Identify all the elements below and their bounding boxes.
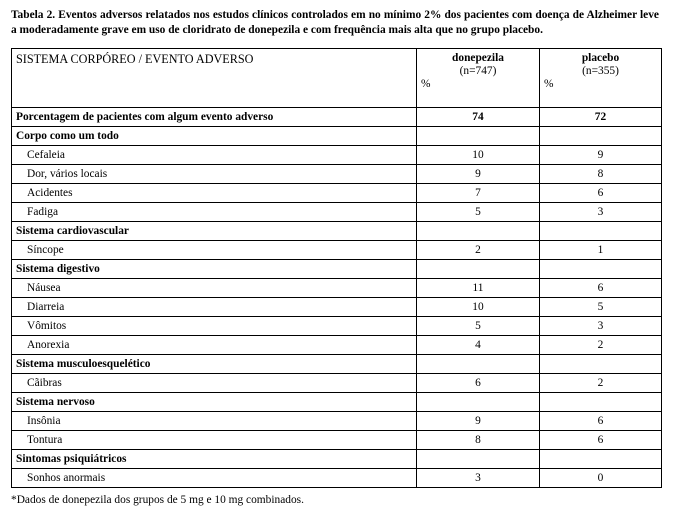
placebo-percent: 5 [540,298,662,317]
header-placebo-label: placebo [581,52,620,64]
event-name: Dor, vários locais [12,165,417,184]
placebo-percent: 6 [540,279,662,298]
system-label: Sistema musculoesquelético [12,355,417,374]
event-name: Diarreia [12,298,417,317]
table-footnote: *Dados de donepezila dos grupos de 5 mg e 10 mg combinados. [11,494,304,506]
header-donepezila-cell [417,49,540,108]
header-donepezila-percent: % [421,78,431,90]
system-empty-cell [540,355,662,374]
table-row [12,336,662,355]
system-row [12,260,662,279]
donepezila-percent: 10 [417,146,540,165]
table-row [12,241,662,260]
table-row [12,431,662,450]
table-row [12,279,662,298]
table-row [12,374,662,393]
system-empty-cell [417,222,540,241]
system-row [12,355,662,374]
system-label: Corpo como um todo [12,127,417,146]
event-name: Fadiga [12,203,417,222]
event-name: Anorexia [12,336,417,355]
system-row [12,393,662,412]
table-row [12,203,662,222]
system-empty-cell [417,260,540,279]
system-label: Sistema digestivo [12,260,417,279]
placebo-percent: 2 [540,336,662,355]
placebo-percent: 3 [540,317,662,336]
event-name: Insônia [12,412,417,431]
placebo-percent: 1 [540,241,662,260]
event-name: Síncope [12,241,417,260]
system-label: Sintomas psiquiátricos [12,450,417,469]
system-label: Sistema nervoso [12,393,417,412]
donepezila-percent: 10 [417,298,540,317]
event-name: Acidentes [12,184,417,203]
system-row [12,450,662,469]
donepezila-percent: 3 [417,469,540,488]
donepezila-percent: 9 [417,165,540,184]
placebo-percent: 0 [540,469,662,488]
table-row [12,469,662,488]
donepezila-percent: 4 [417,336,540,355]
table-row [12,412,662,431]
header-placebo-percent: % [544,78,554,90]
donepezila-percent: 7 [417,184,540,203]
table-row [12,317,662,336]
system-empty-cell [540,260,662,279]
event-name: Tontura [12,431,417,450]
event-name: Sonhos anormais [12,469,417,488]
total-row-donepezila: 74 [417,108,540,127]
event-name: Cãibras [12,374,417,393]
system-label: Sistema cardiovascular [12,222,417,241]
donepezila-percent: 9 [417,412,540,431]
header-donepezila-n: (n=747) [459,65,497,77]
placebo-percent: 6 [540,184,662,203]
placebo-percent: 6 [540,412,662,431]
system-empty-cell [540,393,662,412]
system-empty-cell [540,450,662,469]
system-row [12,222,662,241]
system-empty-cell [417,393,540,412]
total-row [12,108,662,127]
table-row [12,146,662,165]
header-placebo-n: (n=355) [582,65,619,77]
table-row [12,298,662,317]
placebo-percent: 6 [540,431,662,450]
header-system-cell [12,49,417,108]
donepezila-percent: 2 [417,241,540,260]
table-row [12,184,662,203]
placebo-percent: 3 [540,203,662,222]
placebo-percent: 2 [540,374,662,393]
adverse-events-table [11,48,662,488]
system-empty-cell [540,127,662,146]
donepezila-percent: 8 [417,431,540,450]
table-caption: Tabela 2. Eventos adversos relatados nos estudos clínicos controlados em no mínimo 2% dos pacientes com doença de Alzheimer leve a moderadamente grave em uso de cloridrato de donepezila e com frequência mais alta que no grupo placebo. [11,9,659,36]
system-empty-cell [417,127,540,146]
placebo-percent: 8 [540,165,662,184]
system-row [12,127,662,146]
system-empty-cell [540,222,662,241]
event-name: Cefaleia [12,146,417,165]
event-name: Vômitos [12,317,417,336]
header-placebo-cell [540,49,662,108]
header-donepezila-label: donepezila [452,52,504,64]
donepezila-percent: 6 [417,374,540,393]
table-header-row [12,49,662,108]
donepezila-percent: 5 [417,203,540,222]
system-empty-cell [417,450,540,469]
total-row-label: Porcentagem de pacientes com algum evento adverso [12,108,417,127]
system-empty-cell [417,355,540,374]
donepezila-percent: 5 [417,317,540,336]
placebo-percent: 9 [540,146,662,165]
table-row [12,165,662,184]
donepezila-percent: 11 [417,279,540,298]
event-name: Náusea [12,279,417,298]
header-system-label: SISTEMA CORPÓREO / EVENTO ADVERSO [16,52,254,66]
total-row-placebo: 72 [540,108,662,127]
